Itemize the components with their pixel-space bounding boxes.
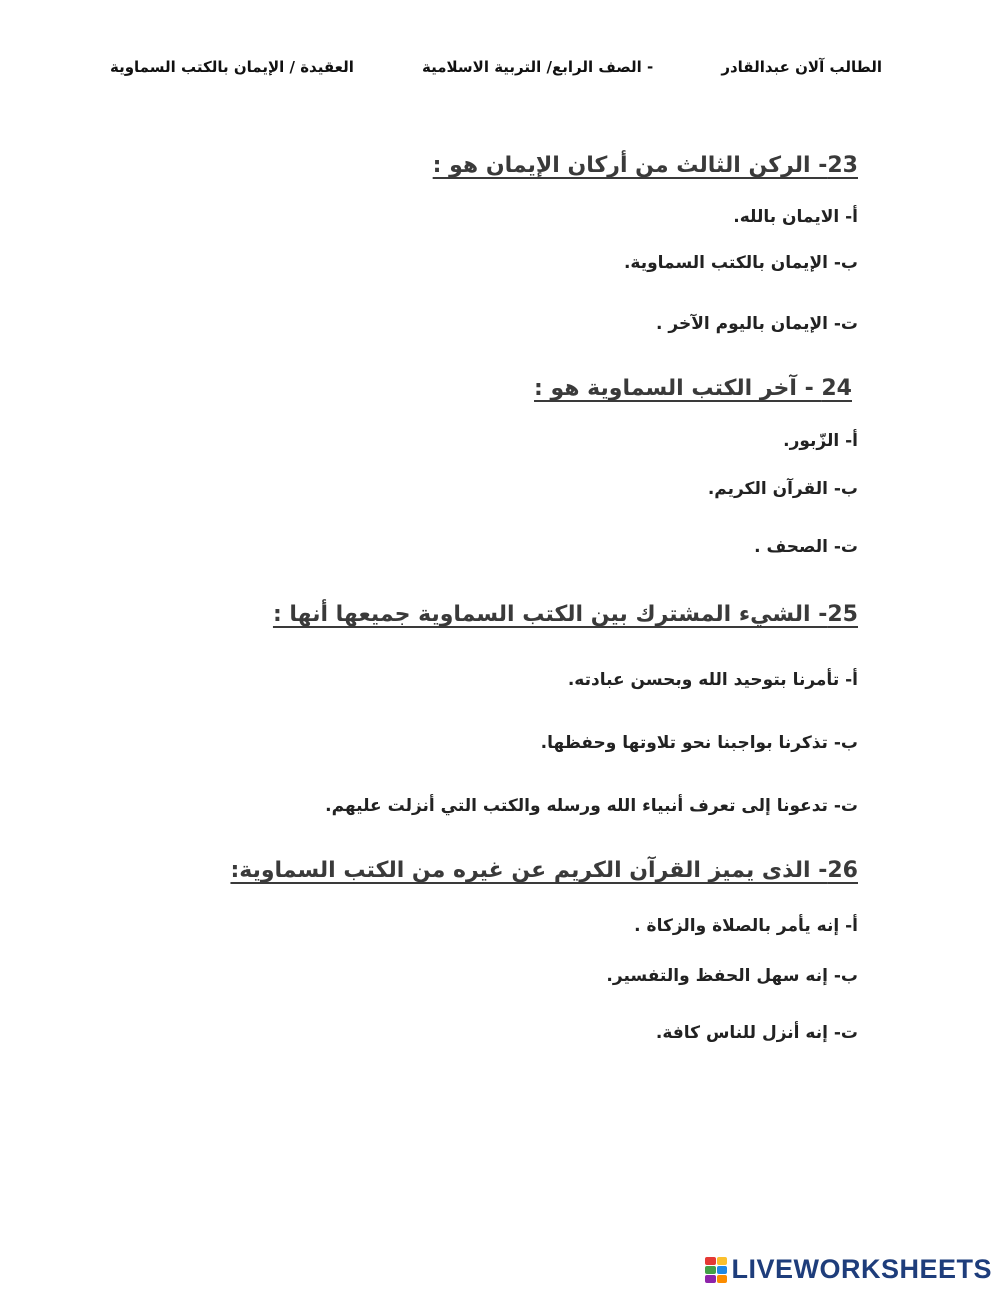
logo-block [717,1266,728,1274]
logo-block [717,1257,728,1265]
question-26-option-c[interactable]: ت- إنه أنزل للناس كافة. [655,1023,858,1043]
question-25-option-b[interactable]: ب- تذكرنا بواجبنا نحو تلاوتها وحفظها. [540,733,858,753]
question-24-option-c[interactable]: ت- الصحف . [754,537,858,557]
question-26-option-a[interactable]: أ- إنه يأمر بالصلاة والزكاة . [634,916,858,936]
logo-block [705,1266,716,1274]
question-23-option-b[interactable]: ب- الإيمان بالكتب السماوية. [623,253,858,273]
logo-block [705,1275,716,1283]
header-grade: - الصف الرابع/ التربية الاسلامية [422,58,654,76]
question-23-option-a[interactable]: أ- الايمان بالله. [733,207,858,227]
question-23-title: 23- الركن الثالث من أركان الإيمان هو : [432,153,858,178]
header-subject: العقيدة / الإيمان بالكتب السماوية [110,58,354,76]
question-23-option-c[interactable]: ت- الإيمان باليوم الآخر . [656,314,858,334]
question-26-option-b[interactable]: ب- إنه سهل الحفظ والتفسير. [606,966,858,986]
question-26-title: 26- الذى يميز القرآن الكريم عن غيره من الكتب السماوية: [230,858,858,883]
header-student: الطالب آلان عبدالقادر [721,58,882,76]
watermark-text: LIVEWORKSHEETS [731,1254,992,1284]
question-24-option-a[interactable]: أ- الزّبور. [783,431,858,451]
worksheet-header [110,58,882,76]
question-25-title: 25- الشيء المشترك بين الكتب السماوية جميعها أنها : [272,602,858,627]
question-24-title: 24 - آخر الكتب السماوية هو : [534,376,852,401]
question-25-option-a[interactable]: أ- تأمرنا بتوحيد الله وبحسن عبادته. [567,670,858,690]
logo-block [717,1275,728,1283]
logo-block [705,1257,716,1265]
liveworksheets-logo-icon [705,1257,727,1283]
question-25-option-c[interactable]: ت- تدعونا إلى تعرف أنبياء الله ورسله والكتب التي أنزلت عليهم. [325,796,858,816]
liveworksheets-watermark [705,1254,992,1285]
question-24-option-b[interactable]: ب- القرآن الكريم. [707,479,858,499]
